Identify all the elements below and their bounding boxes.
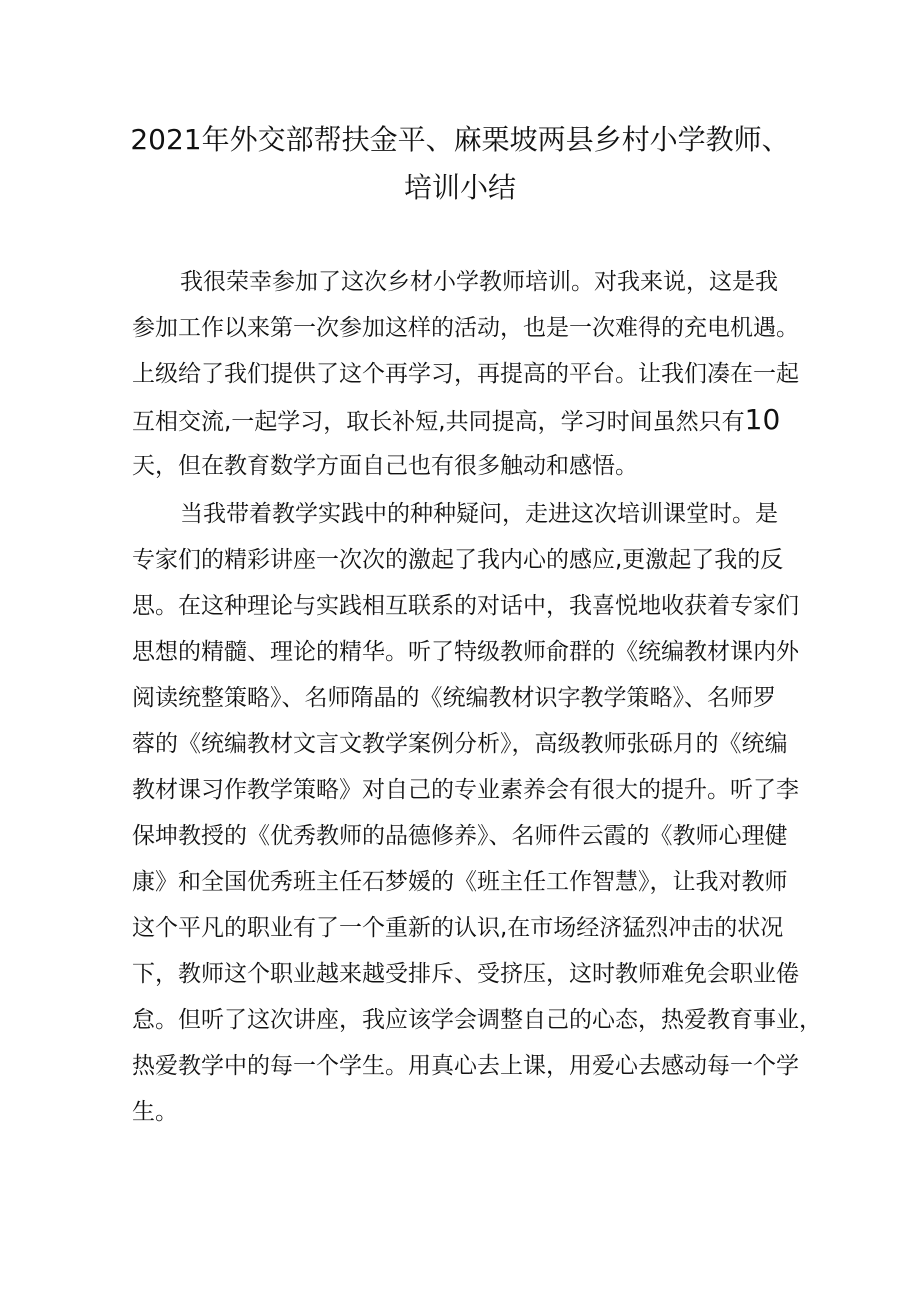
paragraph-1-line-2: 参加工作以来第一次参加这样的活动，也是一次难得的充电机遇。 [132,315,799,341]
paragraph-1-line-1: 我很荣幸参加了这次乡材小学教师培训。对我来说，这是我 [180,269,778,295]
paragraph-2-line-10: 这个平凡的职业有了一个重新的认识,在市场经济猛烈冲击的状况 [132,915,784,941]
paragraph-2-line-6: 蓉的《统编教材文言文教学案例分析》，高级教师张砾月的《统编 [132,731,788,757]
paragraph-1-line-4 [132,400,800,440]
paragraph-1-line-5: 天，但在教育数学方面自己也有很多触动和感悟。 [132,453,638,479]
paragraph-2-line-5: 阅读统整策略》、名师隋晶的《统编教材识字教学策略》、名师罗 [132,685,776,711]
paragraph-1-number: 10 [744,403,781,436]
document-title-line-2: 培训小结 [403,171,516,204]
paragraph-2-line-12: 怠。但听了这次讲座，我应该学会调整自己的心态，热爱教育事业， [132,1007,822,1033]
document-title-line-1: 2021年外交部帮扶金平、麻栗坡两县乡村小学教师、 [130,123,790,156]
paragraph-2-line-4: 思想的精髓、理论的精华。听了特级教师俞群的《统编教材课内外 [132,639,799,665]
paragraph-1-line-4-text: 互相交流,一起学习，取长补短,共同提高，学习时间虽然只有 [132,409,745,435]
paragraph-1-line-3: 上级给了我们提供了这个再学习，再提高的平台。让我们凑在一起 [132,361,799,387]
paragraph-2-line-9: 康》和全国优秀班主任石梦媛的《班主任工作智慧》，让我对教师 [132,869,788,895]
paragraph-2-line-14: 生。 [132,1099,178,1125]
paragraph-2-line-11: 下，教师这个职业越来越受排斥、受挤压，这时教师难免会职业倦 [132,961,799,987]
paragraph-2-line-8: 保坤教授的《优秀教师的品德修养》、名师件云霞的《教师心理健 [132,823,788,849]
paragraph-2-line-13: 热爱教学中的每一个学生。用真心去上课，用爱心去感动每一个学 [132,1053,799,1079]
paragraph-2-line-7: 教材课习作教学策略》对自己的专业素养会有很大的提升。听了李 [132,777,799,803]
paragraph-2-line-3: 思。在这种理论与实践相互联系的对话中，我喜悦地收获着专家们 [132,593,799,619]
paragraph-2-line-1: 当我带着教学实践中的种种疑问，走进这次培训课堂时。是 [180,501,778,527]
paragraph-2-line-2: 专家们的精彩讲座一次次的激起了我内心的感应,更激起了我的反 [132,547,784,573]
